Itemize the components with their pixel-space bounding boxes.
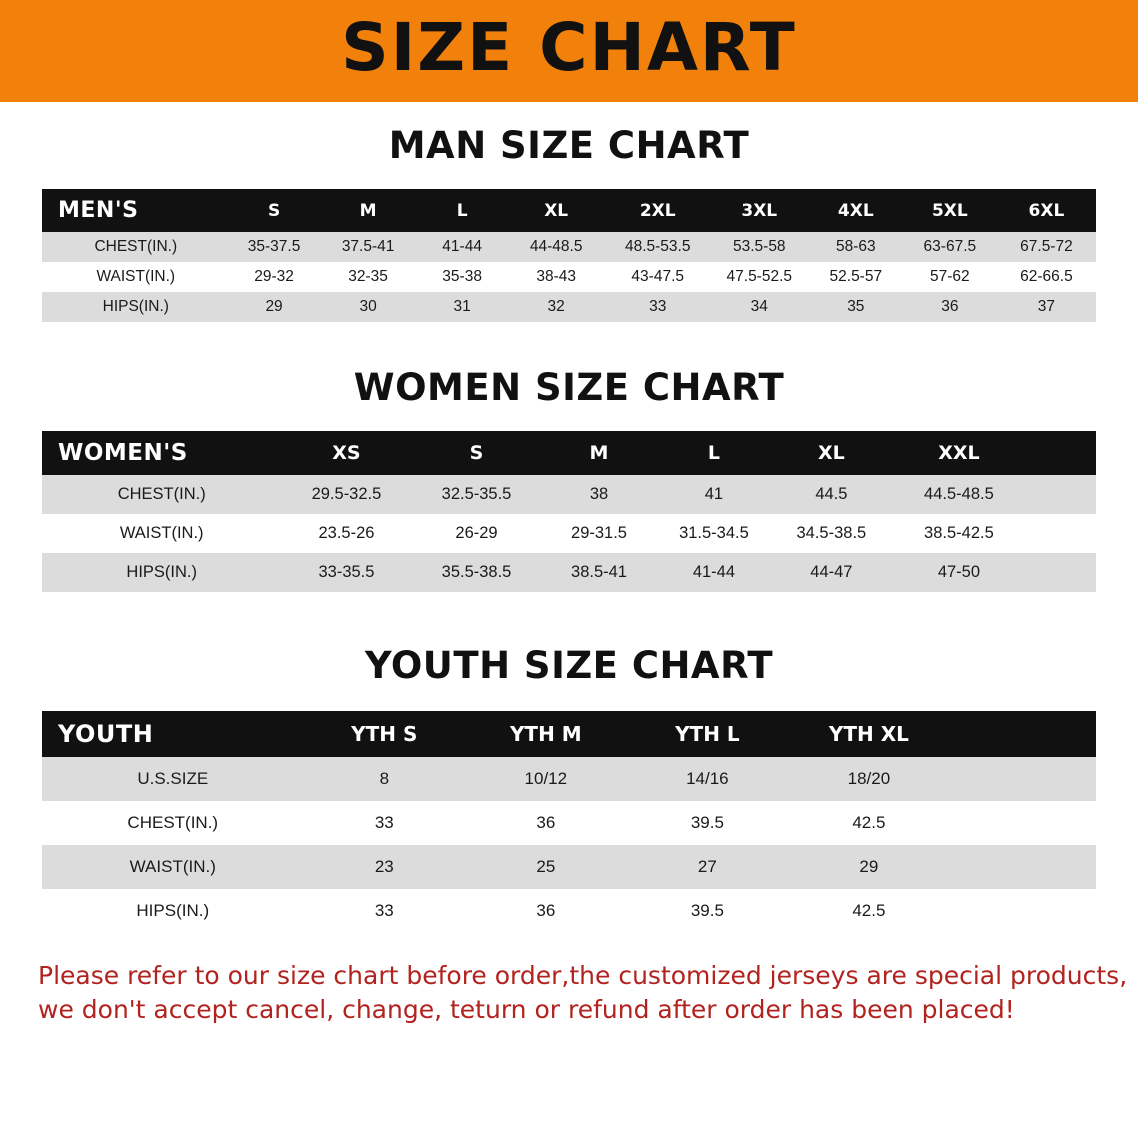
column-header-yth-xl: YTH XL xyxy=(788,711,950,757)
cell: 43-47.5 xyxy=(606,262,710,292)
cell: 63-67.5 xyxy=(903,232,997,262)
cell xyxy=(1026,514,1096,553)
cell: 27 xyxy=(627,845,789,889)
table-row xyxy=(42,889,1096,933)
column-header-xl: XL xyxy=(507,189,606,232)
cell xyxy=(950,845,1096,889)
cell: 67.5-72 xyxy=(997,232,1096,262)
man-table-wrap xyxy=(42,189,1096,322)
cell: 34 xyxy=(710,292,809,322)
cell xyxy=(1026,475,1096,514)
table-row xyxy=(42,514,1096,553)
cell: 38.5-42.5 xyxy=(891,514,1026,553)
cell: 42.5 xyxy=(788,889,950,933)
column-header-xxl: XXL xyxy=(891,431,1026,475)
cell: 41-44 xyxy=(656,553,771,592)
table-row xyxy=(42,232,1096,262)
table-header-row xyxy=(42,711,1096,757)
cell: 29 xyxy=(788,845,950,889)
cell: 36 xyxy=(903,292,997,322)
cell: 37 xyxy=(997,292,1096,322)
cell xyxy=(950,889,1096,933)
page-title: SIZE CHART xyxy=(341,9,797,86)
row-label-chest: CHEST(IN.) xyxy=(42,801,304,845)
column-header-s: S xyxy=(230,189,319,232)
table-row xyxy=(42,475,1096,514)
row-label-chest: CHEST(IN.) xyxy=(42,232,230,262)
cell: 57-62 xyxy=(903,262,997,292)
cell: 35 xyxy=(809,292,903,322)
column-header-4xl: 4XL xyxy=(809,189,903,232)
cell: 23.5-26 xyxy=(281,514,411,553)
cell: 42.5 xyxy=(788,801,950,845)
cell: 29.5-32.5 xyxy=(281,475,411,514)
cell: 33-35.5 xyxy=(281,553,411,592)
column-header-m: M xyxy=(542,431,657,475)
column-header-yth-s: YTH S xyxy=(304,711,466,757)
cell: 35-37.5 xyxy=(230,232,319,262)
cell: 38-43 xyxy=(507,262,606,292)
cell: 33 xyxy=(606,292,710,322)
cell: 47-50 xyxy=(891,553,1026,592)
cell: 58-63 xyxy=(809,232,903,262)
cell: 23 xyxy=(304,845,466,889)
youth-size-table xyxy=(42,711,1096,933)
cell: 14/16 xyxy=(627,757,789,801)
cell: 44.5 xyxy=(771,475,891,514)
row-label-waist: WAIST(IN.) xyxy=(42,514,281,553)
cell: 10/12 xyxy=(465,757,627,801)
row-label-hips: HIPS(IN.) xyxy=(42,553,281,592)
cell: 34.5-38.5 xyxy=(771,514,891,553)
column-header-xs: XS xyxy=(281,431,411,475)
disclaimer-line-1: Please refer to our size chart before order,the customized jerseys are special products, xyxy=(38,961,1128,990)
women-size-table xyxy=(42,431,1096,592)
table-row xyxy=(42,845,1096,889)
table-row xyxy=(42,757,1096,801)
cell: 39.5 xyxy=(627,889,789,933)
cell: 35.5-38.5 xyxy=(411,553,541,592)
cell: 29-32 xyxy=(230,262,319,292)
column-header-l: L xyxy=(418,189,507,232)
cell: 53.5-58 xyxy=(710,232,809,262)
column-header-3xl: 3XL xyxy=(710,189,809,232)
cell: 30 xyxy=(319,292,418,322)
cell: 33 xyxy=(304,889,466,933)
column-header-5xl: 5XL xyxy=(903,189,997,232)
column-header-empty xyxy=(1026,431,1096,475)
disclaimer-note xyxy=(38,959,1128,1027)
cell: 41 xyxy=(656,475,771,514)
table-header-row xyxy=(42,431,1096,475)
cell: 18/20 xyxy=(788,757,950,801)
cell xyxy=(950,801,1096,845)
youth-section-title: YOUTH SIZE CHART xyxy=(364,644,774,687)
table-row xyxy=(42,553,1096,592)
cell: 35-38 xyxy=(418,262,507,292)
women-section-title: WOMEN SIZE CHART xyxy=(353,366,785,409)
women-table-wrap xyxy=(42,431,1096,592)
cell: 52.5-57 xyxy=(809,262,903,292)
header-banner xyxy=(0,0,1138,102)
cell: 44.5-48.5 xyxy=(891,475,1026,514)
disclaimer-line-2: we don't accept cancel, change, teturn or refund after order has been placed! xyxy=(38,994,1015,1024)
column-header-empty xyxy=(950,711,1096,757)
column-header-youth: YOUTH xyxy=(42,711,304,757)
row-label-hips: HIPS(IN.) xyxy=(42,889,304,933)
cell: 32 xyxy=(507,292,606,322)
column-header-xl: XL xyxy=(771,431,891,475)
man-section-title: MAN SIZE CHART xyxy=(388,124,750,167)
cell: 38.5-41 xyxy=(542,553,657,592)
youth-table-wrap xyxy=(42,711,1096,933)
cell: 44-47 xyxy=(771,553,891,592)
man-size-table xyxy=(42,189,1096,322)
cell: 29-31.5 xyxy=(542,514,657,553)
cell: 32-35 xyxy=(319,262,418,292)
row-label-hips: HIPS(IN.) xyxy=(42,292,230,322)
cell: 26-29 xyxy=(411,514,541,553)
column-header-yth-m: YTH M xyxy=(465,711,627,757)
cell: 29 xyxy=(230,292,319,322)
column-header-2xl: 2XL xyxy=(606,189,710,232)
cell xyxy=(1026,553,1096,592)
cell xyxy=(950,757,1096,801)
cell: 41-44 xyxy=(418,232,507,262)
column-header-6xl: 6XL xyxy=(997,189,1096,232)
row-label-waist: WAIST(IN.) xyxy=(42,845,304,889)
row-label-waist: WAIST(IN.) xyxy=(42,262,230,292)
cell: 25 xyxy=(465,845,627,889)
cell: 33 xyxy=(304,801,466,845)
cell: 48.5-53.5 xyxy=(606,232,710,262)
column-header-m: M xyxy=(319,189,418,232)
cell: 31 xyxy=(418,292,507,322)
cell: 39.5 xyxy=(627,801,789,845)
cell: 62-66.5 xyxy=(997,262,1096,292)
column-header-l: L xyxy=(656,431,771,475)
column-header-mens: MEN'S xyxy=(42,189,230,232)
cell: 44-48.5 xyxy=(507,232,606,262)
cell: 32.5-35.5 xyxy=(411,475,541,514)
column-header-womens: WOMEN'S xyxy=(42,431,281,475)
cell: 31.5-34.5 xyxy=(656,514,771,553)
table-header-row xyxy=(42,189,1096,232)
column-header-yth-l: YTH L xyxy=(627,711,789,757)
cell: 38 xyxy=(542,475,657,514)
cell: 36 xyxy=(465,889,627,933)
table-row xyxy=(42,262,1096,292)
cell: 47.5-52.5 xyxy=(710,262,809,292)
row-label-us-size: U.S.SIZE xyxy=(42,757,304,801)
cell: 36 xyxy=(465,801,627,845)
table-row xyxy=(42,801,1096,845)
cell: 37.5-41 xyxy=(319,232,418,262)
row-label-chest: CHEST(IN.) xyxy=(42,475,281,514)
table-row xyxy=(42,292,1096,322)
column-header-s: S xyxy=(411,431,541,475)
cell: 8 xyxy=(304,757,466,801)
